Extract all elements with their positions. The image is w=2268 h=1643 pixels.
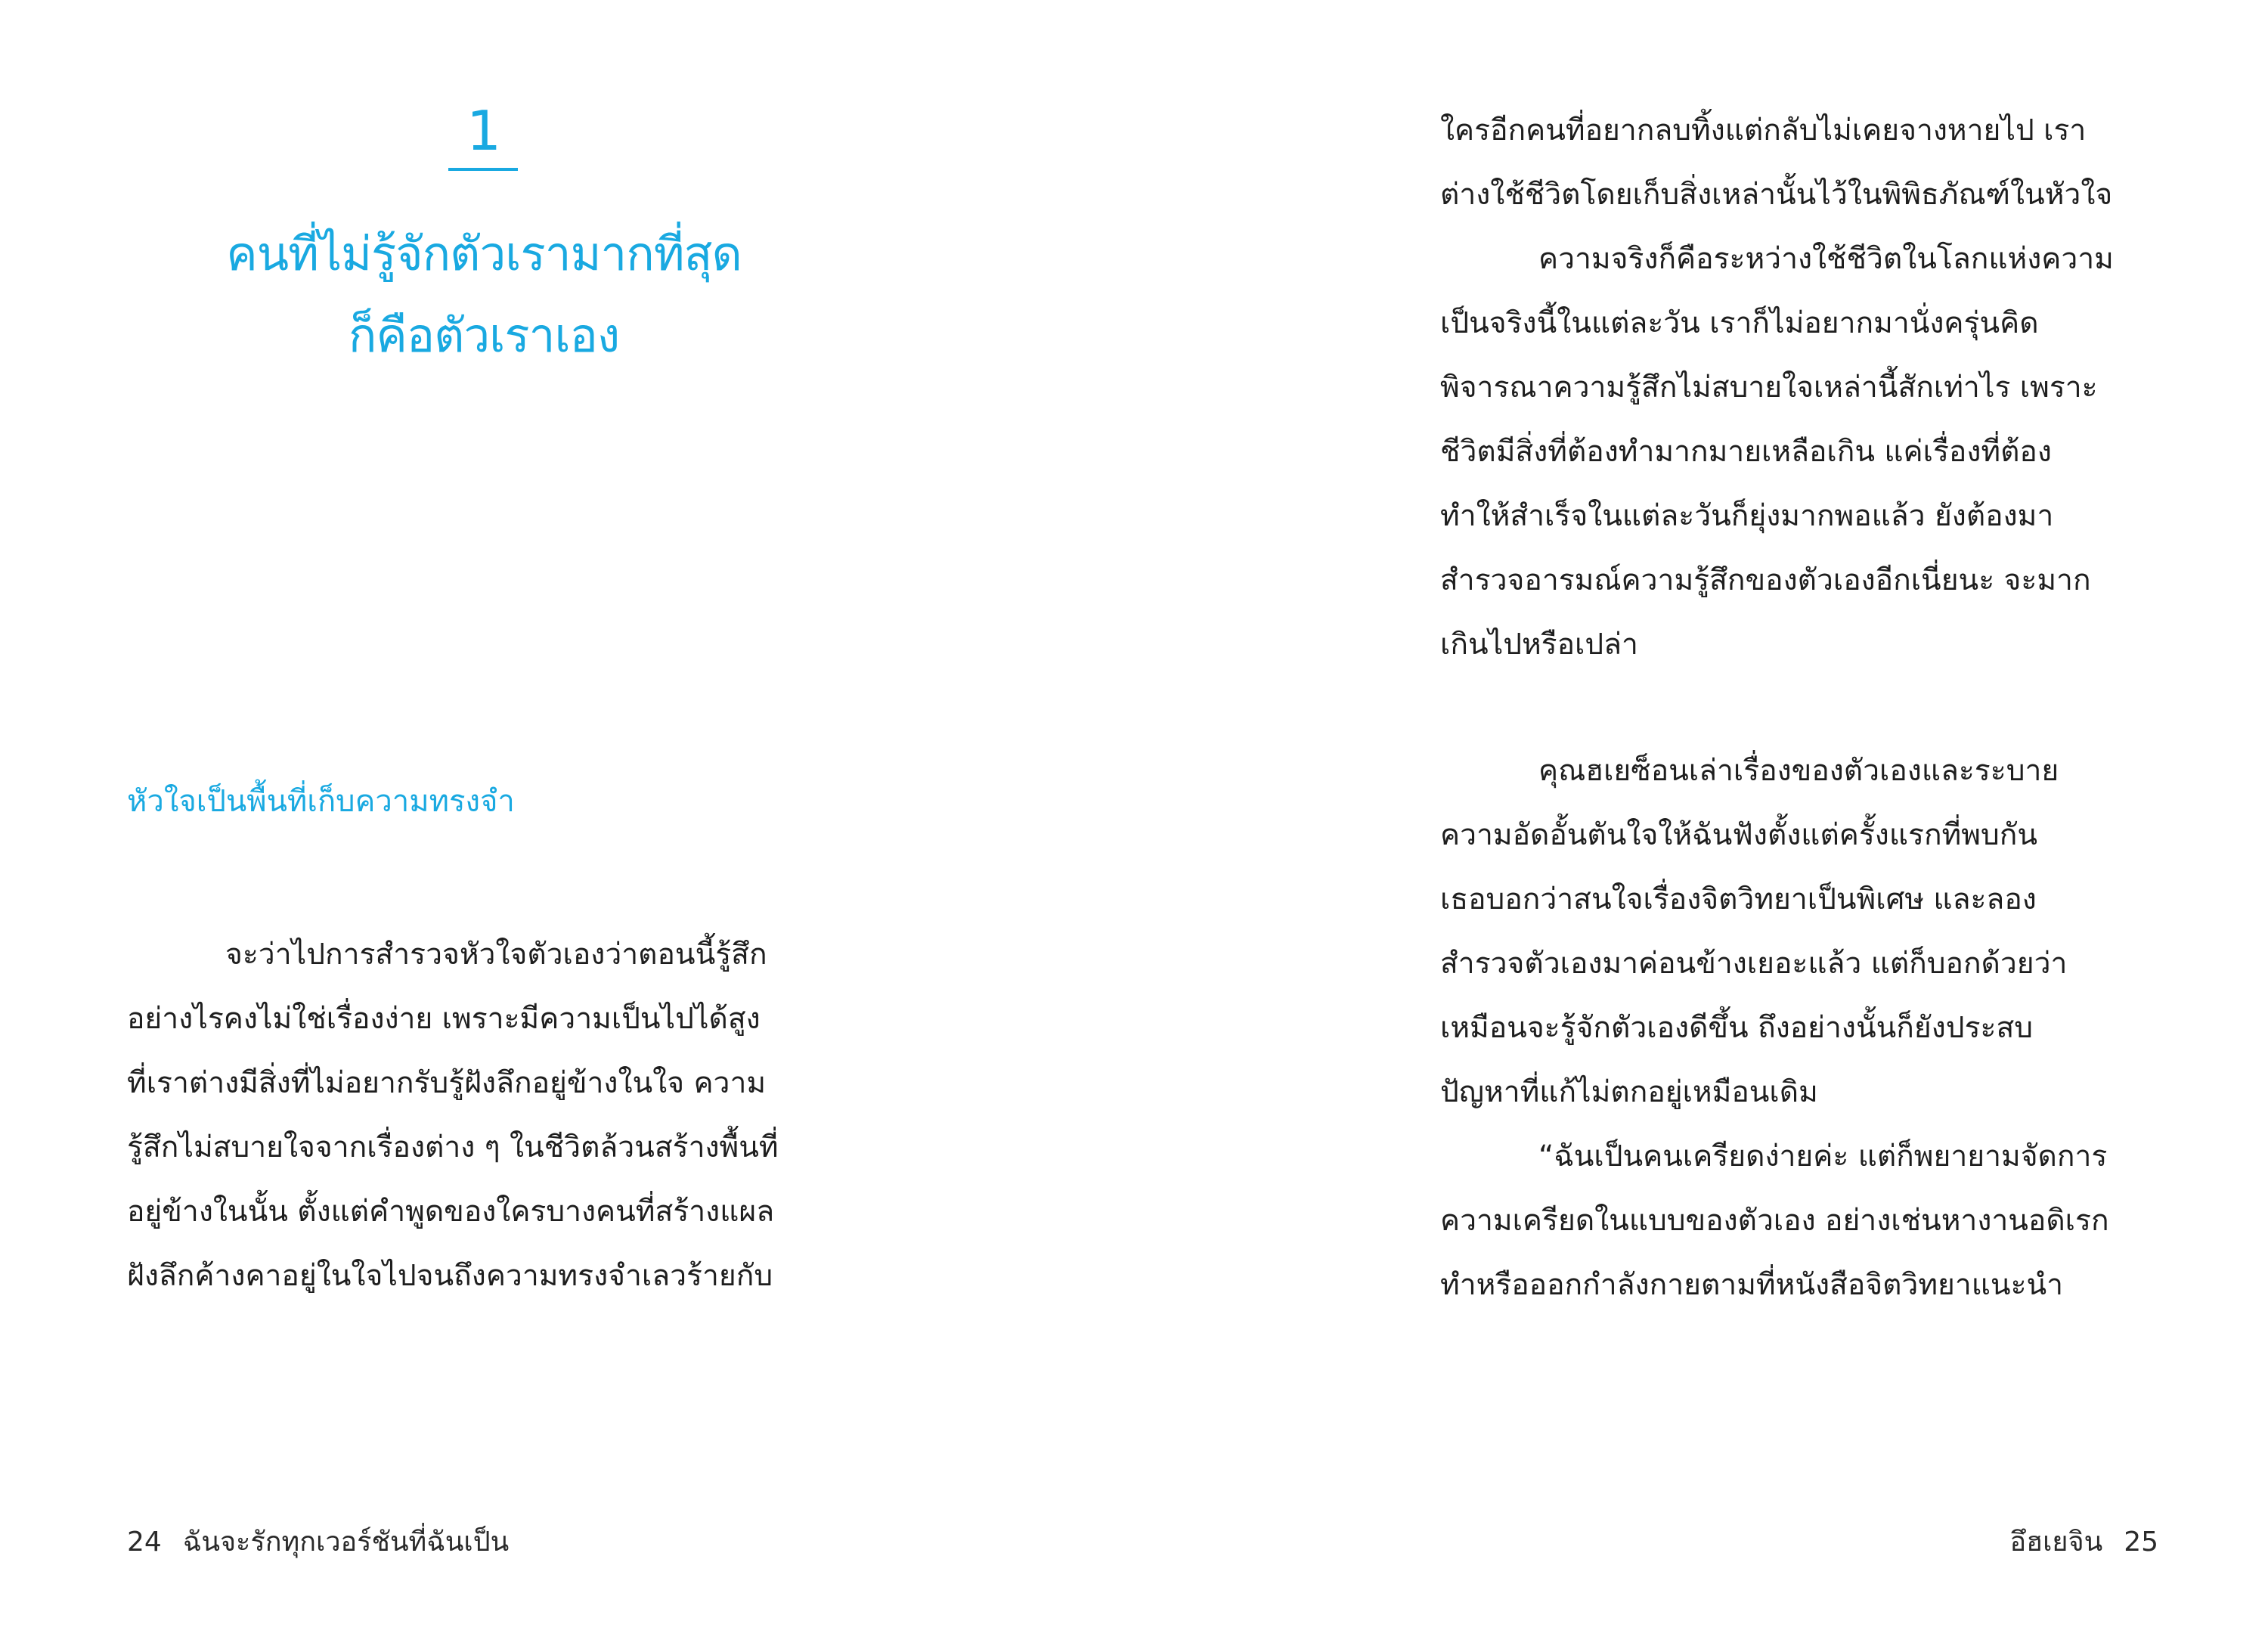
text-line: ที่เราต่างมีสิ่งที่ไม่อยากรับรู้ฝังลึกอยู่ข้างในใจ ความ	[127, 1066, 767, 1100]
text-line: สำรวจตัวเองมาค่อนข้างเยอะแล้ว แต่ก็บอกด้วยว่า	[1440, 947, 2068, 981]
chapter-title-line: คนที่ไม่รู้จักตัวเรามากที่สุด	[226, 226, 742, 281]
text-line: เป็นจริงนี้ในแต่ละวัน เราก็ไม่อยากมานั่งครุ่นคิด	[1440, 306, 2039, 340]
paragraph-gap	[1440, 677, 2158, 739]
author-running-head: อึฮเยจิน	[2009, 1527, 2103, 1558]
text-line: ใครอีกคนที่อยากลบทิ้งแต่กลับไม่เคยจางหายไป เรา	[1440, 113, 2087, 147]
chapter-number: 1	[466, 99, 501, 163]
page-number: 24	[127, 1527, 162, 1558]
left-body-paragraph	[127, 922, 845, 1308]
text-line: ทำหรือออกกำลังกายตามที่หนังสือจิตวิทยาแนะนำ	[1440, 1268, 2064, 1302]
text-line: เกินไปหรือเปล่า	[1440, 628, 1638, 662]
text-line: อย่างไรคงไม่ใช่เรื่องง่าย เพราะมีความเป็นไปได้สูง	[127, 1002, 761, 1036]
text-line: ชีวิตมีสิ่งที่ต้องทำมากมายเหลือเกิน แค่เรื่องที่ต้อง	[1440, 435, 2052, 469]
folio-right	[2009, 1524, 2158, 1561]
text-line: ความจริงก็คือระหว่างใช้ชีวิตในโลกแห่งความ	[1538, 242, 2114, 276]
text-line: รู้สึกไม่สบายใจจากเรื่องต่าง ๆ ในชีวิตล้วนสร้างพื้นที่	[127, 1130, 779, 1164]
page-number: 25	[2124, 1527, 2158, 1558]
text-line: ความเครียดในแบบของตัวเอง อย่างเช่นหางานอดิเรก	[1440, 1204, 2109, 1238]
chapter-number-underline	[448, 168, 518, 171]
text-line: สำรวจอารมณ์ความรู้สึกของตัวเองอีกเนี่ยนะ จะมาก	[1440, 563, 2091, 597]
section-heading: หัวใจเป็นพื้นที่เก็บความทรงจำ	[127, 784, 515, 819]
text-line: ทำให้สำเร็จในแต่ละวันก็ยุ่งมากพอแล้ว ยังต้องมา	[1440, 499, 2054, 533]
chapter-title-line: ก็คือตัวเราเอง	[348, 308, 620, 363]
text-line: ปัญหาที่แก้ไม่ตกอยู่เหมือนเดิม	[1440, 1075, 1818, 1109]
text-line: ต่างใช้ชีวิตโดยเก็บสิ่งเหล่านั้นไว้ในพิพิธภัณฑ์ในหัวใจ	[1440, 178, 2113, 212]
folio-left	[127, 1524, 509, 1561]
right-page	[1134, 0, 2268, 1643]
right-body-text	[1440, 98, 2158, 1317]
text-line: ความอัดอั้นตันใจให้ฉันฟังตั้งแต่ครั้งแรกที่พบกัน	[1440, 818, 2037, 852]
text-line: “ฉันเป็นคนเครียดง่ายค่ะ แต่ก็พยายามจัดการ	[1538, 1139, 2108, 1173]
chapter-title	[144, 213, 824, 377]
text-line: จะว่าไปการสำรวจหัวใจตัวเองว่าตอนนี้รู้สึก	[225, 938, 767, 972]
text-line: พิจารณาความรู้สึกไม่สบายใจเหล่านี้สักเท่าไร เพราะ	[1440, 370, 2098, 405]
text-line: อยู่ข้างในนั้น ตั้งแต่คำพูดของใครบางคนที่สร้างแผล	[127, 1195, 775, 1229]
book-title-running-head: ฉันจะรักทุกเวอร์ชันที่ฉันเป็น	[182, 1527, 510, 1558]
text-line: เธอบอกว่าสนใจเรื่องจิตวิทยาเป็นพิเศษ และลอง	[1440, 882, 2037, 916]
text-line: คุณฮเยซ็อนเล่าเรื่องของตัวเองและระบาย	[1538, 754, 2059, 788]
text-line: ฝังลึกค้างคาอยู่ในใจไปจนถึงความทรงจำเลวร้ายกับ	[127, 1259, 773, 1293]
text-line: เหมือนจะรู้จักตัวเองดีขึ้น ถึงอย่างนั้นก็ยังประสบ	[1440, 1011, 2034, 1045]
